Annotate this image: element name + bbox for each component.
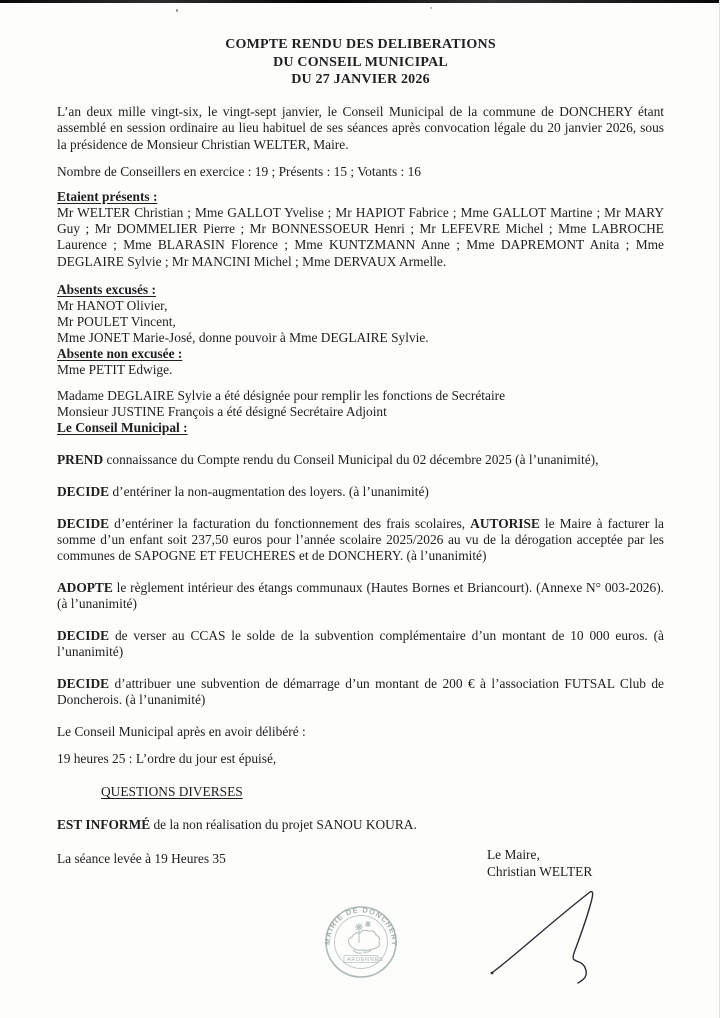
scan-speck	[430, 7, 432, 9]
closing-line: Le Conseil Municipal après en avoir délibéré :	[57, 723, 306, 739]
deliberation-paragraph: DECIDE d’attribuer une subvention de démarrage d’un montant de 200 € à l’association FUTSAL Club de Doncherois. (à l’unanimité)	[57, 675, 664, 707]
document-title	[57, 36, 664, 89]
svg-text:MAIRIE DE DONCHERY: MAIRIE DE DONCHERY	[322, 905, 400, 947]
coat-of-arms	[348, 921, 379, 953]
counts-line: Nombre de Conseillers en exercice : 19 ; Présents : 15 ; Votants : 16	[57, 164, 421, 179]
absent-excused-heading: Absents excusés :	[57, 281, 156, 297]
scan-edge-artifact	[0, 0, 720, 3]
secretary-line: Monsieur JUSTINE François a été désigné Secrétaire Adjoint	[57, 403, 387, 419]
intro-paragraph: L’an deux mille vingt-six, le vingt-sept janvier, le Conseil Municipal de la commune de DONCHERY étant assemblé en session ordinaire au lieu habituel de ses séances après convocation légale du 20 janvier 2026, sous la présidence de Monsieur Christian WELTER, Maire.	[57, 103, 664, 152]
informed-paragraph: EST INFORMÉ de la non réalisation du projet SANOU KOURA.	[57, 816, 417, 832]
title-line-3: DU 27 JANVIER 2026	[291, 72, 430, 87]
scan-speck	[176, 9, 178, 12]
document-body	[57, 36, 664, 867]
council-heading: Le Conseil Municipal :	[57, 419, 188, 435]
deliberation-paragraph: DECIDE d’entériner la facturation du fonctionnement des frais scolaires, AUTORISE le Maire à facturer la somme d’un enfant soit 237,50 euros pour l’année scolaire 2025/2026 au vu de la dérogation acceptée par les communes de SAPOGNE ET FEUCHERES et de DONCHERY. (à l’unanimité)	[57, 515, 664, 563]
deliberations	[57, 452, 664, 708]
absent-line: Mme PETIT Edwige.	[57, 361, 173, 377]
questions-heading: QUESTIONS DIVERSES	[101, 783, 243, 799]
secretary-section	[57, 388, 664, 436]
absent-line: Mr HANOT Olivier,	[57, 297, 168, 313]
absent-not-excused-heading: Absente non excusée :	[57, 345, 183, 361]
present-names: Mr WELTER Christian ; Mme GALLOT Yvelise ; Mr HAPIOT Fabrice ; Mme GALLOT Martine ; Mr MARY Guy ; Mr DOMMELIER Pierre ; Mr BONNESSOEUR Henri ; Mr LEFEVRE Michel ; Mme LABROCHE Laurence ; Mme BLARASIN Florence ; Mme KUNTZMANN Anne ; Mme DAPREMONT Anita ; Mme DEGLAIRE Sylvie ; Mr MANCINI Michel ; Mme DERVAUX Armelle.	[57, 205, 664, 269]
absent-line: Mr POULET Vincent,	[57, 313, 176, 329]
deliberation-paragraph: PREND connaissance du Compte rendu du Conseil Municipal du 02 décembre 2025 (à l’unanimité),	[57, 451, 599, 467]
absent-line: Mme JONET Marie-José, donne pouvoir à Mme DEGLAIRE Sylvie.	[57, 329, 429, 345]
present-heading: Etaient présents :	[57, 189, 158, 204]
adjourn-line: La séance levée à 19 Heures 35	[57, 850, 226, 866]
secretary-line: Madame DEGLAIRE Sylvie a été désignée pour remplir les fonctions de Secrétaire	[57, 387, 506, 403]
deliberation-paragraph: DECIDE de verser au CCAS le solde de la subvention complémentaire d’un montant de 10 000 euros. (à l’unanimité)	[57, 627, 664, 659]
signature-title: Le Maire,	[487, 847, 540, 862]
title-line-2: DU CONSEIL MUNICIPAL	[273, 54, 448, 70]
signature-name: Christian WELTER	[487, 863, 593, 879]
deliberation-paragraph: ADOPTE le règlement intérieur des étangs communaux (Hautes Bornes et Briancourt). (Annexe N° 003-2026). (à l’unanimité)	[57, 579, 664, 611]
absents-section	[57, 282, 664, 378]
handwritten-signature	[477, 880, 607, 995]
signature-block	[487, 847, 592, 880]
svg-text:ARDENNES: ARDENNES	[347, 957, 384, 963]
closing-line: 19 heures 25 : L’ordre du jour est épuisé,	[57, 750, 277, 766]
title-line-1: COMPTE RENDU DES DELIBERATIONS	[225, 37, 496, 52]
mairie-stamp	[322, 903, 400, 981]
deliberation-paragraph: DECIDE d’entériner la non-augmentation des loyers. (à l’unanimité)	[57, 483, 429, 499]
